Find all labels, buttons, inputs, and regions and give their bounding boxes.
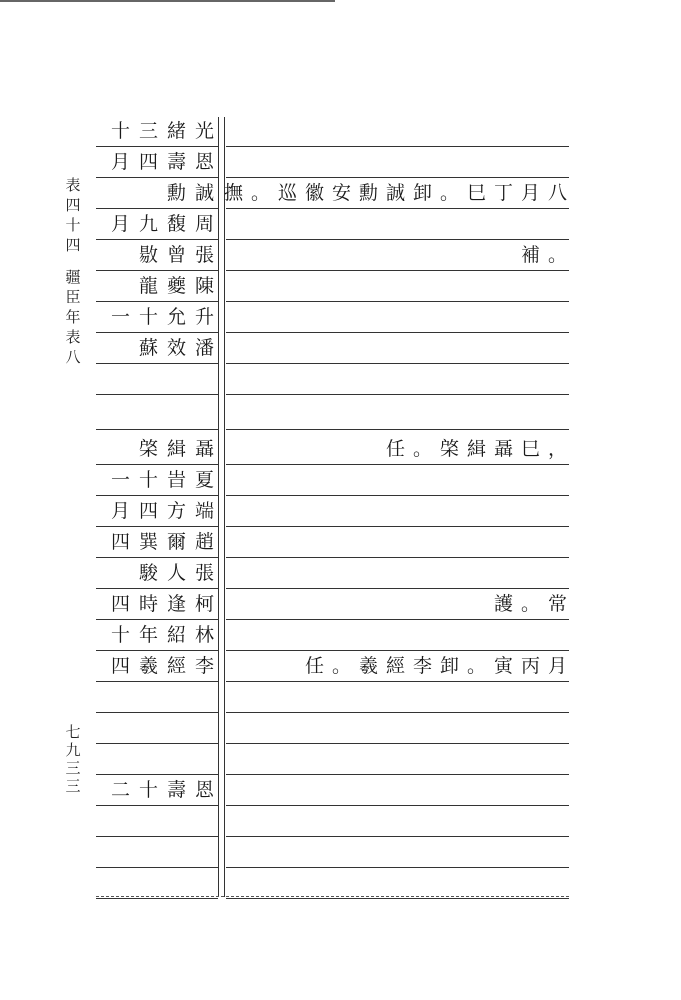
official-name: 棨緝聶 xyxy=(138,438,223,460)
table-row xyxy=(96,210,569,240)
event-text: 任。羲經李卸。寅丙月 xyxy=(304,655,575,677)
event-text: 護。常 xyxy=(493,593,575,615)
top-rule xyxy=(0,0,335,2)
table-row xyxy=(96,652,575,682)
table-row xyxy=(96,241,575,271)
table-row xyxy=(96,117,569,147)
official-name: 月九馥周 xyxy=(110,213,223,235)
official-name: 二十壽恩 xyxy=(110,779,223,801)
table-row xyxy=(96,148,569,178)
event-text: 撫。巡徽安勳誠卸。巳丁月八 xyxy=(223,182,575,204)
table-row xyxy=(96,683,569,713)
table-row xyxy=(96,745,569,775)
official-name: 龍夔陳 xyxy=(138,275,223,297)
official-name: 四巽爾趙 xyxy=(110,531,223,553)
official-name: 駿人張 xyxy=(138,562,223,584)
table-row xyxy=(96,435,575,465)
margin-header-part1: 表四十四 xyxy=(65,176,81,254)
table-row xyxy=(96,272,569,302)
table-row xyxy=(96,179,575,209)
page-number xyxy=(62,723,84,795)
table-row xyxy=(96,365,569,395)
table-row xyxy=(96,334,569,364)
table-row xyxy=(96,869,569,899)
table-row xyxy=(96,400,569,430)
table-row xyxy=(96,807,569,837)
table-row xyxy=(96,466,569,496)
table-row xyxy=(96,528,569,558)
official-name: 十三緒光 xyxy=(110,120,223,142)
official-name: 四羲經李 xyxy=(110,655,223,677)
margin-header xyxy=(62,175,84,367)
event-text: 任。棨緝聶巳， xyxy=(385,438,575,460)
official-name: 蘇效潘 xyxy=(138,337,223,359)
table-row xyxy=(96,776,569,806)
margin-header-part2: 疆臣年表八 xyxy=(65,268,81,366)
official-name: 敭曾張 xyxy=(138,244,223,266)
official-name: 月四方端 xyxy=(110,500,223,522)
table-row xyxy=(96,497,569,527)
table-row xyxy=(96,714,569,744)
official-name: 勳誠 xyxy=(166,182,223,204)
official-name: 十年紹林 xyxy=(110,624,223,646)
official-name: 月四壽恩 xyxy=(110,151,223,173)
table-row xyxy=(96,303,569,333)
page-number-text: 七九三三 xyxy=(65,723,81,795)
table-row xyxy=(96,590,575,620)
bottom-rule xyxy=(96,896,569,898)
official-name: 四時逢柯 xyxy=(110,593,223,615)
table-row xyxy=(96,621,569,651)
table-row xyxy=(96,559,569,589)
official-name: 一十允升 xyxy=(110,306,223,328)
official-name: 一十旹夏 xyxy=(110,469,223,491)
event-text: 補。 xyxy=(520,244,575,266)
table-row xyxy=(96,838,569,868)
